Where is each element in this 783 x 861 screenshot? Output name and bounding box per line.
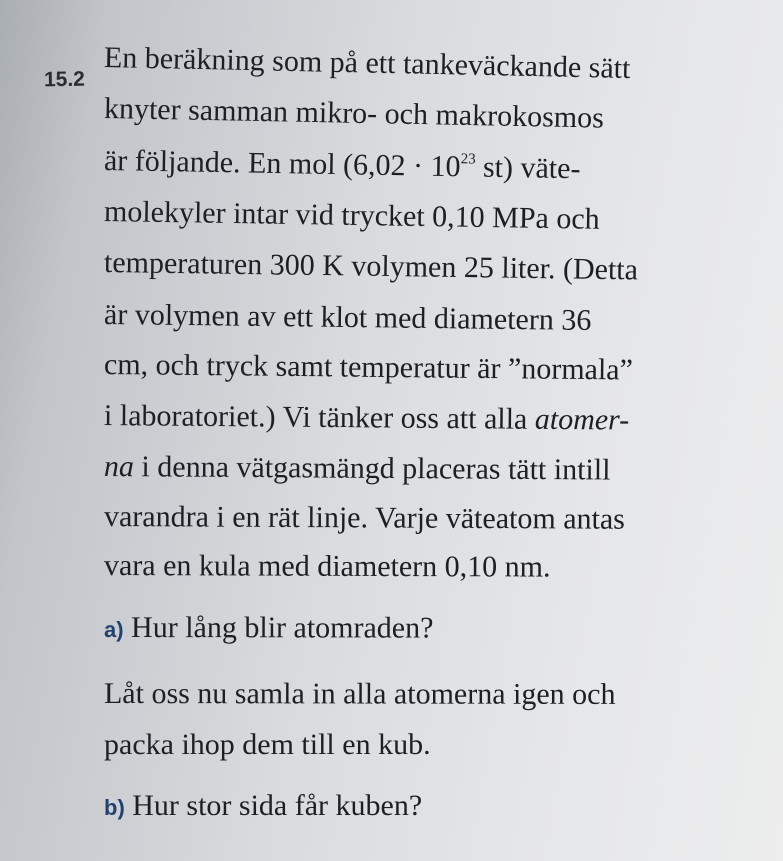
question-a-label: a) — [103, 617, 124, 643]
problem-line-2: knyter samman mikro- och makrokosmos — [103, 92, 605, 135]
paragraph-line-1: Låt oss nu samla in alla atomerna igen och — [103, 677, 616, 711]
problem-line-10: varandra i en rät linje. Varje väteatom antas — [103, 500, 625, 536]
problem-line-6: är volymen av ett klot med diametern 36 — [103, 298, 592, 337]
problem-line-9-rest: i denna vätgasmängd placeras tätt intill — [141, 450, 611, 487]
problem-line-4: molekyler intar vid trycket 0,10 MPa och — [103, 195, 600, 236]
exponent: 23 — [460, 151, 476, 168]
paragraph-line-2: packa ihop dem till en kub. — [104, 728, 431, 761]
problem-line-1: En beräkning som på ett tankeväckande sätt — [103, 41, 631, 86]
problem-line-11: vara en kula med diametern 0,10 nm. — [103, 549, 551, 584]
italic-word-part1: atomer- — [534, 402, 630, 437]
question-b-label: b) — [104, 795, 125, 820]
question-b-text: Hur stor sida får kuben? — [124, 789, 423, 822]
problem-line-3-start: är följande. En mol (6,02 · 10 — [103, 144, 461, 184]
problem-line-3 — [104, 143, 581, 187]
problem-line-3-tail: st) väte- — [475, 150, 581, 186]
question-b — [104, 788, 422, 826]
problem-number: 15.2 — [43, 67, 86, 92]
problem-line-8-start: i laboratoriet.) Vi tänker oss att alla — [103, 399, 535, 436]
problem-line-5: temperaturen 300 K volymen 25 liter. (Detta — [103, 246, 639, 287]
question-a — [104, 610, 434, 649]
problem-line-8 — [104, 398, 630, 439]
italic-word-part2: na — [103, 450, 135, 484]
problem-line-7: cm, och tryck samt temperatur är ”normala” — [103, 348, 634, 387]
problem-line-9 — [104, 449, 611, 489]
question-a-text: Hur lång blir atomraden? — [123, 611, 434, 645]
